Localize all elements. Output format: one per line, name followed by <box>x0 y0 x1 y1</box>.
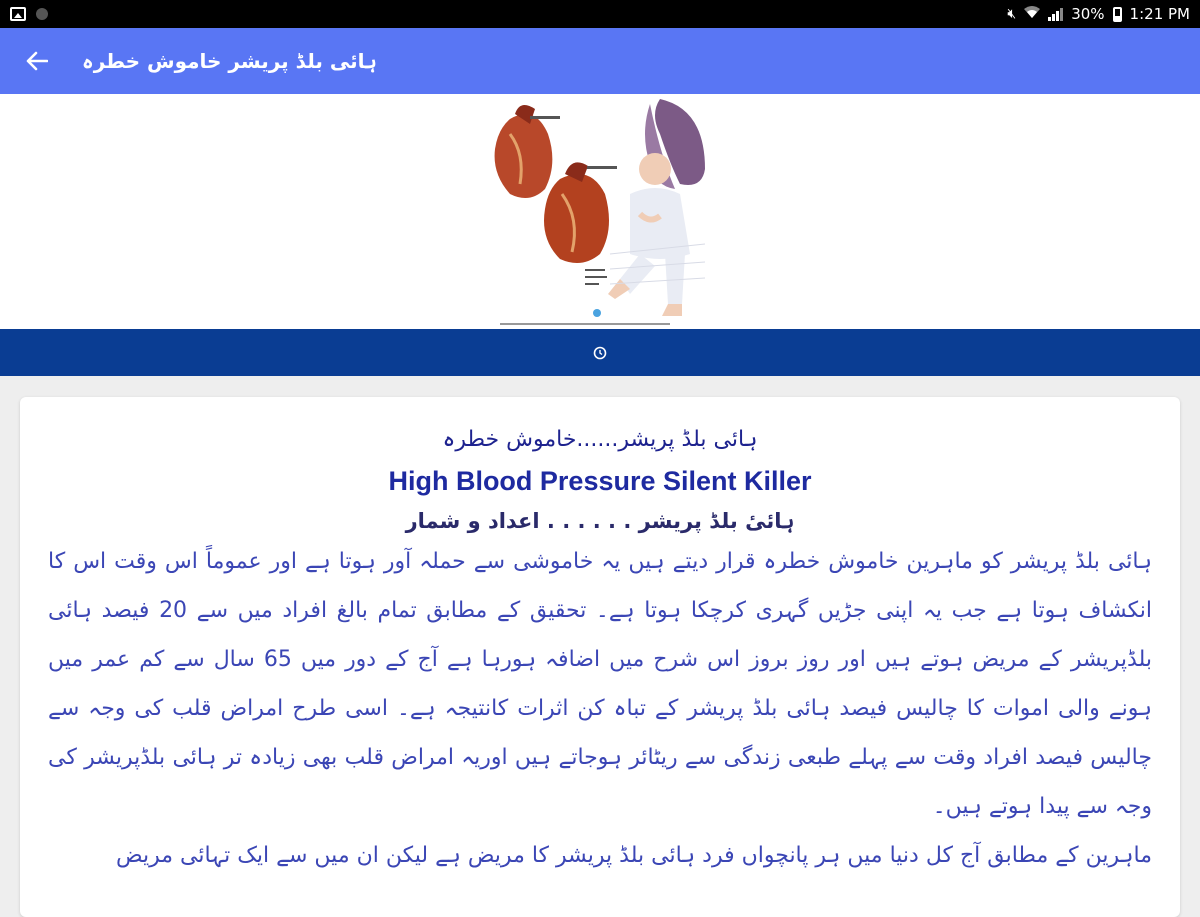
wifi-icon <box>1024 6 1040 23</box>
status-left <box>10 7 48 21</box>
article-paragraph-1: ہائی بلڈ پریشر کو ماہرین خاموش خطرہ قرار دیتے ہیں یہ خاموشی سے حملہ آور ہوتا ہے اور عموماً اس وقت اس کا انکشاف ہوتا ہے جب یہ اپنی جڑیں گہری کرچکا ہوتا ہے۔ تحقیق کے مطابق تمام بالغ افراد میں سے 20 فیصد ہائی بلڈپریشر کے مریض ہوتے ہیں اور روز بروز اس شرح میں اضافہ ہورہا ہے آج کے دور میں 65 سال سے کم عمر میں ہونے والی اموات کا چالیس فیصد ہائی بلڈ پریشر کے تباہ کن اثرات کانتیجہ ہے۔ اسی طرح امراض قلب کی وجہ سے چالیس فیصد افراد وقت سے پہلے طبعی زندگی سے ریٹائر ہوجاتے ہیں اوریہ امراض قلب بھی زیادہ تر ہائی بلڈپریشر کی وجہ سے پیدا ہوتے ہیں۔ <box>48 549 1152 819</box>
heart-illustration-image <box>490 94 712 329</box>
gallery-icon <box>10 7 26 21</box>
clock-icon <box>593 346 607 360</box>
battery-percent: 30% <box>1071 5 1105 23</box>
banner <box>0 94 1200 329</box>
status-right <box>1007 5 1190 23</box>
battery-icon <box>1113 7 1122 22</box>
info-strip <box>0 329 1200 376</box>
clock-time: 1:21 PM <box>1129 5 1190 23</box>
app-bar <box>0 28 1200 94</box>
page-title: ہائی بلڈ پریشر خاموش خطرہ <box>82 49 377 73</box>
article-paragraph-2: ماہرین کے مطابق آج کل دنیا میں ہر پانچواں فرد ہائی بلڈ پریشر کا مریض ہے لیکن ان میں سے ایک تہائی مریض <box>116 843 1152 868</box>
back-button[interactable] <box>17 41 57 81</box>
article-subtitle: ہائیٔ بلڈ پریشر . . . . . . اعداد و شمار <box>405 509 795 533</box>
notification-dot-icon <box>36 8 48 20</box>
article-title-english: High Blood Pressure Silent Killer <box>388 466 812 496</box>
article-card <box>20 397 1180 917</box>
article-title-urdu: ہائی بلڈ پریشر......خاموش خطرہ <box>442 427 758 452</box>
status-bar <box>0 0 1200 28</box>
signal-icon <box>1048 7 1063 21</box>
mute-icon: 🔇︎ <box>1007 6 1017 22</box>
back-arrow-icon <box>26 51 48 71</box>
